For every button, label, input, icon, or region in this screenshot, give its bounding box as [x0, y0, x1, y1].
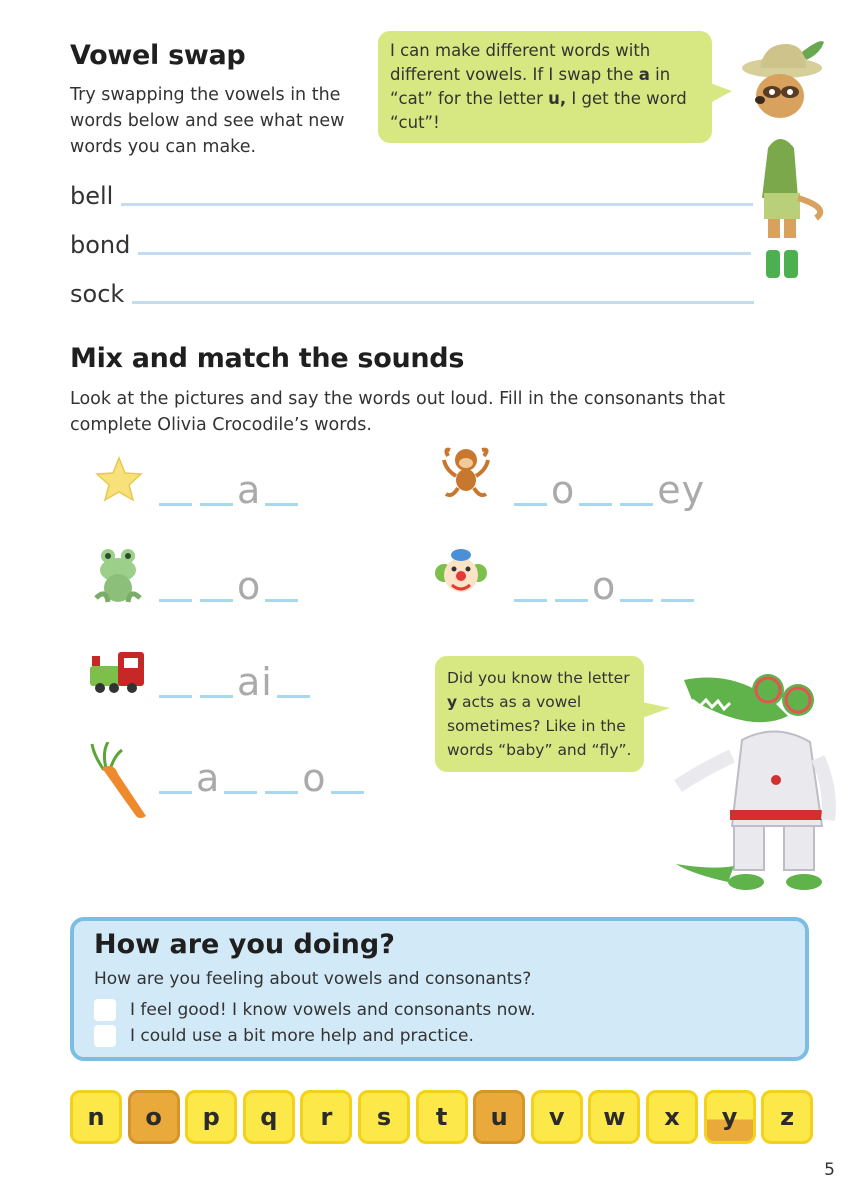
answer-line[interactable] [138, 252, 751, 255]
letter-tile: z [761, 1090, 813, 1144]
olivia-crocodile-illustration [672, 660, 838, 896]
letter-tile: r [300, 1090, 352, 1144]
letter-tile: n [70, 1090, 122, 1144]
word-sock: sock [70, 280, 125, 308]
frog-picture [90, 546, 146, 606]
blank[interactable] [159, 791, 192, 794]
word-blanks-train[interactable] [155, 660, 314, 704]
monkey-picture [440, 446, 492, 502]
blank[interactable] [620, 599, 653, 602]
option-feel-good[interactable] [94, 999, 536, 1021]
vowel-letter: o [592, 564, 617, 608]
vowel-letter: o [551, 468, 576, 512]
mix-match-title: Mix and match the sounds [70, 343, 465, 374]
letter-tile: t [416, 1090, 468, 1144]
write-line[interactable] [70, 181, 753, 211]
blank[interactable] [265, 791, 298, 794]
blank[interactable] [200, 599, 233, 602]
how-are-you-doing-title: How are you doing? [94, 929, 395, 960]
word-blanks-star[interactable] [155, 468, 302, 512]
letter-tile-vowel: o [128, 1090, 180, 1144]
page-number: 5 [824, 1160, 835, 1180]
option-need-help[interactable] [94, 1025, 474, 1047]
vowel-letter: a [237, 468, 262, 512]
vowel-letter: a [196, 756, 221, 800]
blank[interactable] [200, 695, 233, 698]
meerkat-speech-bubble [378, 31, 712, 143]
blank[interactable] [514, 599, 547, 602]
word-bell: bell [70, 182, 114, 210]
speech-letter-a: a [638, 65, 650, 84]
blank[interactable] [265, 599, 298, 602]
train-picture [88, 648, 146, 696]
option-label: I could use a bit more help and practice. [130, 1026, 474, 1046]
alphabet-strip [70, 1090, 819, 1144]
write-line[interactable] [70, 230, 751, 260]
blank[interactable] [159, 599, 192, 602]
meerkat-explorer-illustration [740, 38, 832, 280]
star-picture [95, 456, 143, 502]
blank[interactable] [224, 791, 257, 794]
word-blanks-clown[interactable] [510, 564, 698, 608]
clown-picture [434, 547, 488, 597]
vowel-swap-instructions: Try swapping the vowels in the words below and see what new words you can make. [70, 85, 345, 157]
blank[interactable] [277, 695, 310, 698]
mix-match-instructions: Look at the pictures and say the words out loud. Fill in the consonants that complete Olivia Crocodile’s words. [70, 389, 726, 435]
vowel-letter: ai [237, 660, 273, 704]
answer-line[interactable] [132, 301, 754, 304]
blank[interactable] [159, 503, 192, 506]
option-label: I feel good! I know vowels and consonants now. [130, 1000, 536, 1020]
blank[interactable] [200, 503, 233, 506]
how-are-you-doing-box [70, 917, 809, 1061]
blank[interactable] [331, 791, 364, 794]
speech-text: in “cat” for the letter [390, 65, 671, 108]
vowel-letter: ey [657, 468, 706, 512]
feeling-question: How are you feeling about vowels and consonants? [94, 969, 532, 989]
word-blanks-carrot[interactable] [155, 756, 368, 800]
vowel-letter: o [237, 564, 262, 608]
letter-tile: w [588, 1090, 640, 1144]
word-bond: bond [70, 231, 131, 259]
speech-text: I get the word “cut”! [390, 89, 687, 132]
checkbox[interactable] [94, 999, 116, 1021]
letter-tile: x [646, 1090, 698, 1144]
vowel-letter: o [302, 756, 327, 800]
carrot-picture [88, 742, 150, 820]
blank[interactable] [579, 503, 612, 506]
letter-tile: v [531, 1090, 583, 1144]
word-blanks-monkey[interactable] [510, 468, 705, 512]
letter-tile-vowel: u [473, 1090, 525, 1144]
letter-tile: p [185, 1090, 237, 1144]
answer-line[interactable] [121, 203, 753, 206]
speech-letter-u: u, [548, 89, 567, 108]
vowel-swap-title: Vowel swap [70, 40, 246, 71]
write-line[interactable] [70, 279, 754, 309]
blank[interactable] [265, 503, 298, 506]
speech-letter-y: y [447, 693, 458, 711]
speech-text: I can make different words with different vowels. If I swap the [390, 41, 651, 84]
letter-tile-sometimes-vowel: y [704, 1090, 756, 1144]
letter-tile: q [243, 1090, 295, 1144]
blank[interactable] [620, 503, 653, 506]
checkbox[interactable] [94, 1025, 116, 1047]
blank[interactable] [514, 503, 547, 506]
speech-text: acts as a vowel sometimes? Like in the words “baby” and “fly”. [447, 693, 632, 759]
word-blanks-frog[interactable] [155, 564, 302, 608]
letter-tile: s [358, 1090, 410, 1144]
blank[interactable] [555, 599, 588, 602]
olivia-speech-bubble [435, 656, 644, 772]
blank[interactable] [159, 695, 192, 698]
speech-text: Did you know the letter [447, 669, 630, 687]
blank[interactable] [661, 599, 694, 602]
